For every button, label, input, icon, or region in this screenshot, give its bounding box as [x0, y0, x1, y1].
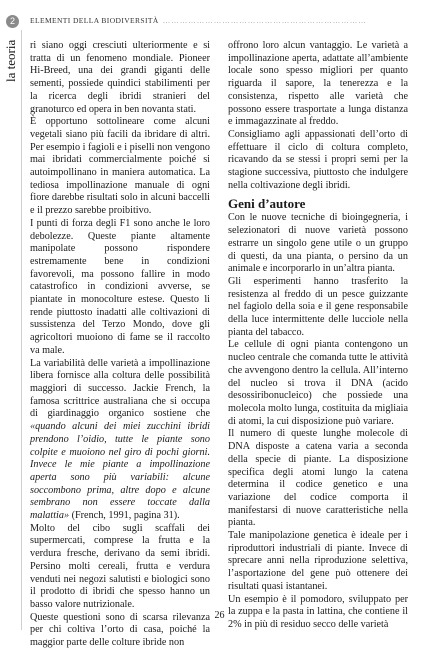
- paragraph: ri siano oggi cresciuti ulteriormente e si tratta di un fenomeno mondiale. Pioneer Hi-Breed, una dei grandi giganti delle sementi, possiede quindici stabilimenti per la ricerca degli ibridi stranieri del granoturco ed opera in ben novanta stati.: [30, 40, 210, 115]
- paragraph: È opportuno sottolineare come alcuni vegetali siano più facili da ibridare di altri. Per esempio i fagioli e i piselli non vengono mai ibridati commercialmente poiché si autoimpollinano in maniera automatica. La tediosa impollinazione manuale di ogni fiore darebbe risultati solo in alcuni baccelli e il prezzo sarebbe proibitivo.: [30, 116, 210, 217]
- paragraph-with-quote: [30, 358, 210, 523]
- paragraph: Queste questioni sono di scarsa rilevanza per chi coltiva l’orto di casa, poiché la maggior parte delle colture ibride non: [30, 611, 210, 649]
- paragraph: Molto del cibo sugli scaffali dei supermercati, comprese la frutta e la verdura fresche, derivano da semi ibridi. Persino molti cereali, frutta e verdura venduti nei negozi salutisti e biologici sono il prodotto di ibridi che spesso hanno un basso valore nutrizionale.: [30, 522, 210, 610]
- section-heading: Geni d’autore: [228, 196, 306, 212]
- paragraph-text: La variabilità delle varietà a impollinazione libera fornisce alla coltura delle possibilità maggiori di successo. Jackie French, la famosa scrittrice australiana che si occupa di giardinaggio organico sostiene che: [30, 357, 210, 420]
- side-divider: [21, 30, 22, 630]
- paragraph: Le cellule di ogni pianta contengono un nucleo centrale che comanda tutte le attività che avvengono dentro la cellula. All’interno del nucleo si trova il DNA (acido desossiribonucleico) che possiede una molecola molto lunga, costituita da migliaia di atomi, la cui disposizione può variare.: [228, 339, 408, 427]
- quotation: «quando alcuni dei miei zucchini ibridi prendono l’oidio, tutte le piante sono colpite e muoiono nel giro di pochi giorni. Invece le mie piante a impollinazione aperta sono più variabili: alcune soccombono prima, altre dopo e alcune sembrano non essere toccate dalla malattia»: [30, 421, 210, 522]
- running-header: [30, 16, 421, 25]
- running-title: ELEMENTI DELLA BIODIVERSITÀ: [30, 16, 159, 25]
- paragraph: Tale manipolazione genetica è ideale per i riproduttori industriali di piante. Invece di sprecare anni nella riproduzione selettiva, l’asportazione del gene può ottenere dei risultati quasi istantanei.: [228, 530, 408, 592]
- left-text-column: [30, 40, 210, 650]
- paragraph: Il numero di queste lunghe molecole di DNA disposte a catena varia a seconda della specie di piante. La disposizione specifica degli atomi lungo la catena determina il codice genetico e una variazione del codice comporta il manifestarsi di nuove caratteristiche nella pianta.: [228, 428, 408, 529]
- chapter-number-badge: 2: [6, 15, 19, 28]
- paragraph: Gli esperimenti hanno trasferito la resistenza al freddo di un pesce guizzante nel fagiolo della soia e il gene responsabile della luce intermittente delle lucciole nella pianta del tabacco.: [228, 275, 408, 338]
- paragraph: offrono loro alcun vantaggio. Le varietà a impollinazione aperta, adattate all’ambiente locale sono spesso migliori per quanto riguarda il sapore, la tenerezza e la consistenza, rispetto alle varietà che possono essere trasportate a lunga distanza e immagazzinate al freddo.: [228, 40, 408, 128]
- paragraph: Un esempio è il pomodoro, sviluppato per la zuppa e la pasta in lattina, che contiene il 2% in più di residuo secco delle varietà: [228, 593, 408, 630]
- header-dot-leader: ………………………………………………………………: [162, 16, 367, 25]
- paragraph: Consigliamo agli appassionati dell’orto di effettuare il ciclo di coltura completo, ricavando da se stessi i propri semi per la stagione successiva, piuttosto che indulgere nella coltivazione degli ibridi.: [228, 128, 408, 191]
- paragraph: Con le nuove tecniche di bioingegneria, i selezionatori di nuove varietà possono estrarre un singolo gene utile o un gruppo di questi, da una pianta, o persino da un animale e incorporarlo in un’altra pianta.: [228, 212, 408, 275]
- citation: (French, 1991, pagina 31).: [69, 510, 180, 522]
- paragraph: I punti di forza degli F1 sono anche le loro debolezze. Queste piante altamente manipolate possono rispondere estremamente bene in condizioni favorevoli, ma possono fallire in modo catastrofico in condizioni avverse, se piantate in monocolture estese. Questo li rende piuttosto inadatti alle coltivazioni di sussistenza del Terzo Mondo, dove gli agricoltori muoiono di fame se il raccolto va male.: [30, 217, 210, 356]
- right-text-column: [228, 40, 408, 632]
- chapter-side-label: la teoria: [3, 39, 18, 82]
- page-number: 26: [214, 610, 225, 621]
